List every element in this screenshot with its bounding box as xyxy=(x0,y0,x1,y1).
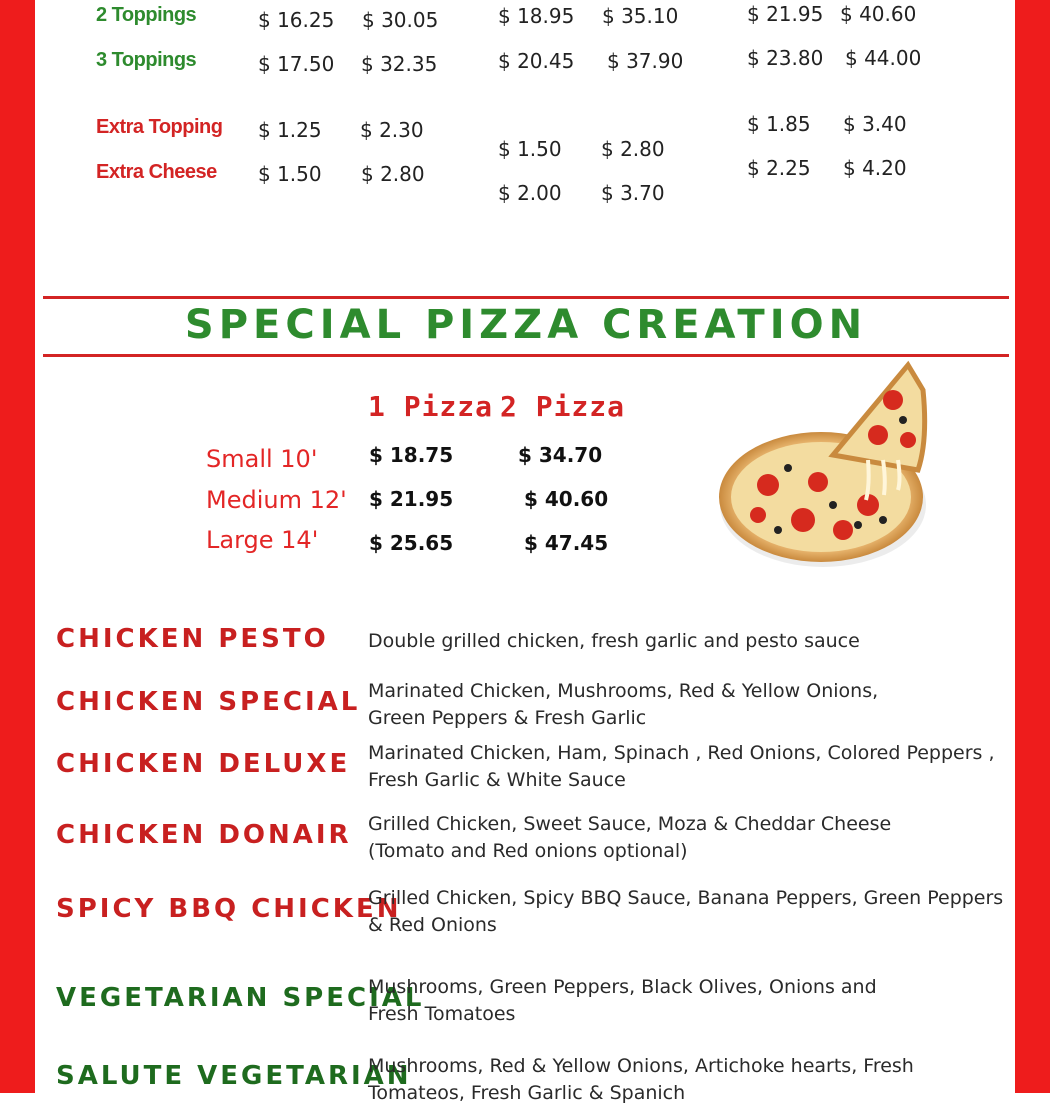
price-cell: $ 1.50 xyxy=(258,162,322,186)
item-description: Marinated Chicken, Ham, Spinach , Red Onions, Colored Peppers , Fresh Garlic & White Sauce xyxy=(368,742,995,791)
price-cell: $ 37.90 xyxy=(607,49,684,73)
section-title: SPECIAL PIZZA CREATION xyxy=(184,302,868,348)
item-name: CHICKEN DELUXE xyxy=(56,749,351,779)
row-label-3-toppings: 3 Toppings xyxy=(96,49,197,71)
item-description: Double grilled chicken, fresh garlic and pesto sauce xyxy=(368,630,860,652)
size-label-medium: Medium 12' xyxy=(206,486,347,514)
item-description: Marinated Chicken, Mushrooms, Red & Yellow Onions, Green Peppers & Fresh Garlic xyxy=(368,680,879,729)
item-description: Mushrooms, Green Peppers, Black Olives, Onions and Fresh Tomatoes xyxy=(368,976,877,1025)
price-cell: $ 44.00 xyxy=(845,46,922,70)
price-cell: $ 20.45 xyxy=(498,49,575,73)
row-label-2-toppings: 2 Toppings xyxy=(96,4,197,26)
price-cell: $ 2.00 xyxy=(498,181,562,205)
row-label-extra-topping: Extra Topping xyxy=(96,116,223,138)
price-cell: $ 35.10 xyxy=(602,4,679,28)
column-header-2-pizza: 2 Pizza xyxy=(500,390,626,423)
row-label-extra-cheese: Extra Cheese xyxy=(96,161,217,183)
price-cell: $ 17.50 xyxy=(258,52,335,76)
left-red-border xyxy=(0,0,35,1093)
item-name: CHICKEN SPECIAL xyxy=(56,687,361,717)
price-cell: $ 21.95 xyxy=(747,2,824,26)
item-name: CHICKEN PESTO xyxy=(56,624,329,654)
price-cell: $ 4.20 xyxy=(843,156,907,180)
item-name: SALUTE VEGETARIAN xyxy=(56,1061,412,1091)
price-cell: $ 1.25 xyxy=(258,118,322,142)
price-cell: $ 40.60 xyxy=(840,2,917,26)
divider-top xyxy=(43,296,1009,299)
size-label-large: Large 14' xyxy=(206,526,319,554)
price-cell: $ 18.95 xyxy=(498,4,575,28)
price-cell: $ 30.05 xyxy=(362,8,439,32)
divider-bottom xyxy=(43,354,1009,357)
price-cell: $ 3.40 xyxy=(843,112,907,136)
price-cell: $ 32.35 xyxy=(361,52,438,76)
price-cell: $ 2.80 xyxy=(361,162,425,186)
price-cell: $ 34.70 xyxy=(518,443,603,467)
item-name: CHICKEN DONAIR xyxy=(56,820,352,850)
price-cell: $ 16.25 xyxy=(258,8,335,32)
price-cell: $ 25.65 xyxy=(369,531,454,555)
price-cell: $ 2.30 xyxy=(360,118,424,142)
price-cell: $ 2.80 xyxy=(601,137,665,161)
price-cell: $ 2.25 xyxy=(747,156,811,180)
price-cell: $ 23.80 xyxy=(747,46,824,70)
item-description: Grilled Chicken, Sweet Sauce, Moza & Cheddar Cheese (Tomato and Red onions optional) xyxy=(368,813,892,862)
price-cell: $ 21.95 xyxy=(369,487,454,511)
price-cell: $ 3.70 xyxy=(601,181,665,205)
price-cell: $ 1.85 xyxy=(747,112,811,136)
price-cell: $ 47.45 xyxy=(524,531,609,555)
right-red-border xyxy=(1015,0,1050,1093)
price-cell: $ 40.60 xyxy=(524,487,609,511)
item-name: VEGETARIAN SPECIAL xyxy=(56,983,425,1013)
column-header-1-pizza: 1 Pizza xyxy=(368,390,494,423)
price-cell: $ 1.50 xyxy=(498,137,562,161)
item-name: SPICY BBQ CHICKEN xyxy=(56,894,402,924)
item-description: Mushrooms, Red & Yellow Onions, Artichoke hearts, Fresh Tomateos, Fresh Garlic & Spanich xyxy=(368,1055,914,1104)
price-cell: $ 18.75 xyxy=(369,443,454,467)
size-label-small: Small 10' xyxy=(206,445,318,473)
item-description: Grilled Chicken, Spicy BBQ Sauce, Banana Peppers, Green Peppers & Red Onions xyxy=(368,887,1004,936)
pizza-image xyxy=(718,360,933,575)
